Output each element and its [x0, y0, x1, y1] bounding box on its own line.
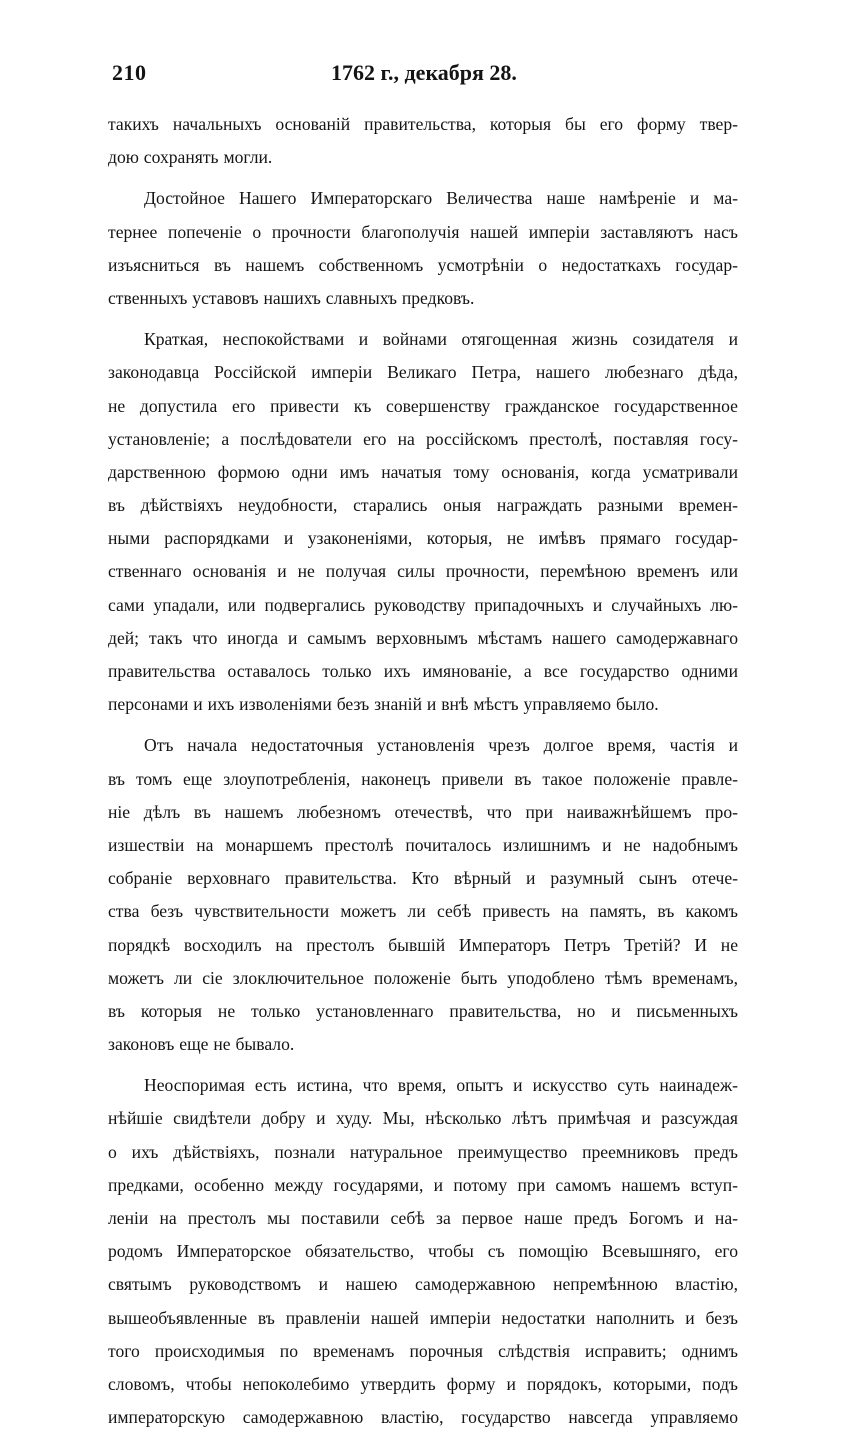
text-line: словомъ, чтобы непоколебимо утвердить форму и порядокъ, которыми, подъ: [108, 1373, 738, 1394]
text-line: императорскую самодержавною властію, государство навсегда управляемо: [108, 1407, 738, 1428]
paragraph: [108, 108, 738, 174]
body-text: [108, 108, 738, 1434]
text-line: родомъ Императорское обязательство, чтобы съ помощію Всевышняго, его: [108, 1241, 738, 1262]
text-line: нѣйшіе свидѣтели добру и худу. Мы, нѣсколько лѣтъ примѣчая и разсуждая: [108, 1108, 738, 1129]
paragraph-gap: [108, 174, 738, 182]
text-line: правительства оставалось только ихъ имянованіе, а все государство одними: [108, 661, 738, 681]
text-line: порядкѣ восходилъ на престолъ бывшій Императоръ Петръ Третій? И не: [108, 934, 738, 955]
text-line: ства безъ чувствительности можетъ ли себѣ привесть на память, въ какомъ: [108, 901, 738, 922]
text-line: персонами и ихъ изволеніями безъ знаній и внѣ мѣстъ управляемо было.: [108, 694, 659, 715]
text-line: ственнаго основанія и не получая силы прочности, перемѣною временъ или: [108, 561, 738, 582]
text-line: установленіе; а послѣдователи его на россійскомъ престолѣ, поставляя госу-: [108, 428, 738, 449]
text-line: Отъ начала недостаточныя установленія чрезъ долгое время, частія и: [144, 735, 738, 756]
paragraph: [108, 323, 738, 721]
text-line: дою сохранять могли.: [108, 147, 273, 168]
text-line: святымъ руководствомъ и нашею самодержавною непремѣнною властію,: [108, 1274, 738, 1295]
text-line: ными распорядками и узаконеніями, которыя, не имѣвъ прямаго государ-: [108, 528, 738, 549]
header-date-title: 1762 г., декабря 28.: [331, 60, 517, 85]
text-line: въ томъ еще злоупотребленія, наконецъ привели въ такое положеніе правле-: [108, 768, 738, 789]
text-line: ственныхъ уставовъ нашихъ славныхъ предковъ.: [108, 287, 475, 308]
text-line: вышеобъявленные въ правленіи нашей имперіи недостатки наполнить и безъ: [108, 1307, 738, 1328]
text-line: въ которыя не только установленнаго правительства, но и письменныхъ: [108, 1000, 738, 1021]
text-line: сами упадали, или подвергались руководству припадочныхъ и случайныхъ лю-: [108, 594, 738, 615]
text-line: о ихъ дѣйствіяхъ, познали натуральное преимущество преемниковъ предъ: [108, 1141, 738, 1162]
text-line: леніи на престолъ мы поставили себѣ за первое наше предъ Богомъ и на-: [108, 1208, 738, 1228]
text-line: Краткая, неспокойствами и войнами отягощенная жизнь созидателя и: [144, 329, 738, 350]
text-line: изъясниться въ нашемъ собственномъ усмотрѣніи о недостаткахъ государ-: [108, 254, 738, 275]
text-line: не допустила его привести къ совершенству гражданское государственное: [108, 395, 738, 416]
text-line: дарственною формою одни имъ начатыя тому основанія, когда усматривали: [108, 461, 738, 482]
text-line: въ дѣйствіяхъ неудобности, старались оныя награждать разными времен-: [108, 495, 738, 516]
text-line: Достойное Нашего Императорскаго Величества наше намѣреніе и ма-: [144, 188, 738, 209]
text-line: Неоспоримая есть истина, что время, опытъ и искусство суть наинадеж-: [144, 1075, 738, 1096]
text-line: того происходимыя по временамъ порочныя слѣдствія исправить; однимъ: [108, 1340, 738, 1361]
paragraph: [108, 182, 738, 315]
paragraph: [108, 729, 738, 1061]
page-number: 210: [112, 60, 147, 85]
text-line: предками, особенно между государями, и потому при самомъ нашемъ вступ-: [108, 1174, 738, 1195]
text-line: изшествіи на монаршемъ престолѣ почиталось излишнимъ и не надобнымъ: [108, 834, 738, 855]
text-line: дей; такъ что иногда и самымъ верховнымъ мѣстамъ нашего самодержавнаго: [108, 627, 738, 648]
text-line: тернее попеченіе о прочности благополучія нашей имперіи заставляютъ насъ: [108, 221, 738, 242]
paragraph-gap: [108, 1061, 738, 1069]
text-line: собраніе верховнаго правительства. Кто вѣрный и разумный сынъ отече-: [108, 868, 738, 889]
text-line: такихъ начальныхъ основаній правительства, которыя бы его форму твер-: [108, 114, 738, 134]
running-head: [112, 60, 736, 94]
text-line: законовъ еще не бывало.: [108, 1034, 295, 1055]
paragraph: [108, 1069, 738, 1434]
paragraph-gap: [108, 721, 738, 729]
text-line: законодавца Россійской имперіи Великаго Петра, нашего любезнаго дѣда,: [108, 362, 738, 383]
text-line: ніе дѣлъ въ нашемъ любезномъ отечествѣ, что при наиважнѣйшемъ про-: [108, 801, 738, 822]
text-line: можетъ ли сіе злоключительное положеніе быть уподоблено тѣмъ временамъ,: [108, 967, 738, 988]
paragraph-gap: [108, 315, 738, 323]
